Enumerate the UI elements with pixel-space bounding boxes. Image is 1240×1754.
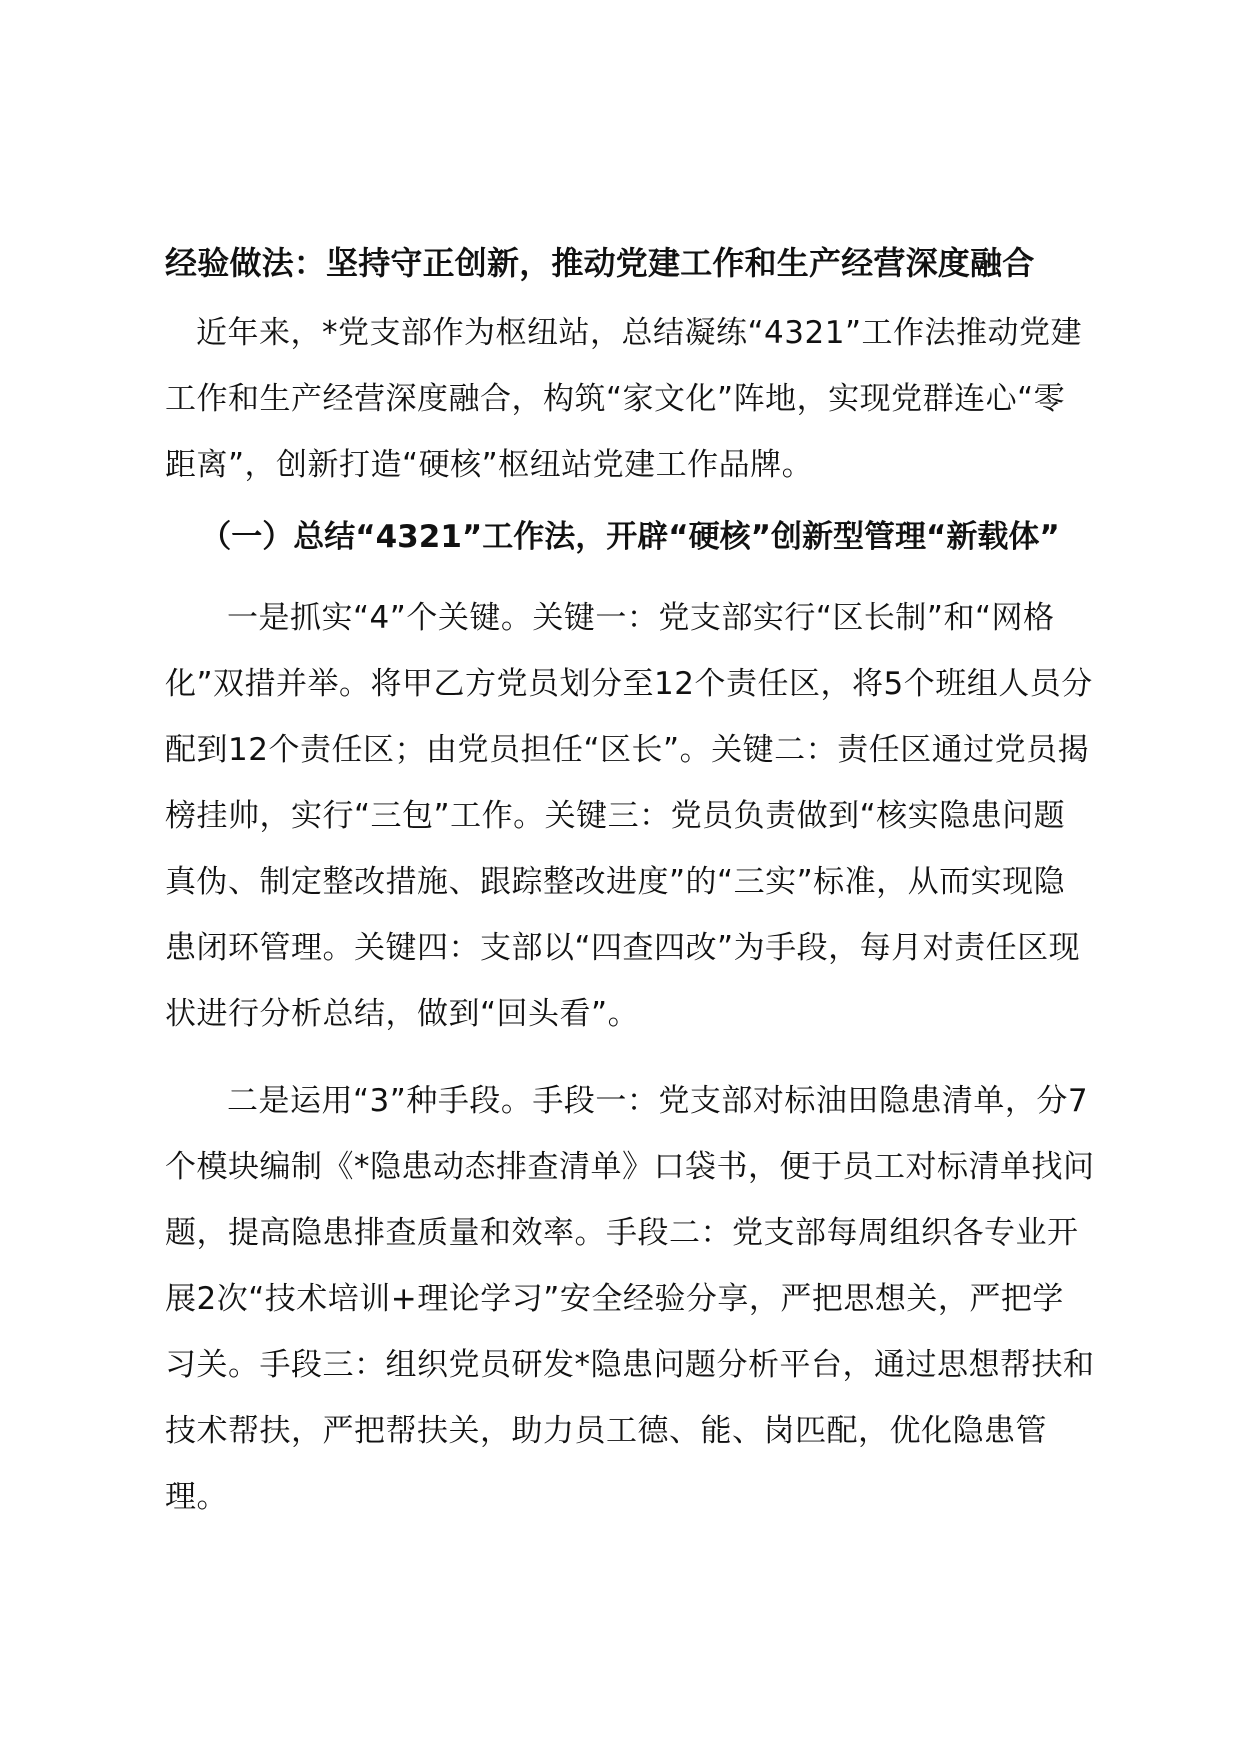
body-paragraph-1: 一是抓实“4”个关键。关键一：党支部实行“区长制”和“网格化”双措并举。将甲乙方党员划分至12个责任区，将5个班组人员分配到12个责任区；由党员担任“区长”。关键二：责任区通过党员揭榜挂帅，实行“三包”工作。关键三：党员负责做到“核实隐患问题真伪、制定整改措施、跟踪整改进度”的“三实”标准，从而实现隐患闭环管理。关键四：支部以“四查四改”为手段，每月对责任区现状进行分析总结，做到“回头看”。: [165, 600, 1093, 1032]
document-title: 经验做法：坚持守正创新，推动党建工作和生产经营深度融合: [165, 244, 1035, 282]
intro-paragraph: 近年来，*党支部作为枢纽站，总结凝练“4321”工作法推动党建工作和生产经营深度融合，构筑“家文化”阵地，实现党群连心“零距离”，创新打造“硬核”枢纽站党建工作品牌。: [165, 315, 1083, 483]
section-heading: （一）总结“4321”工作法，开辟“硬核”创新型管理“新载体”: [200, 519, 1060, 555]
body-paragraph-2: 二是运用“3”种手段。手段一：党支部对标油田隐患清单，分7个模块编制《*隐患动态排查清单》口袋书，便于员工对标清单找问题，提高隐患排查质量和效率。手段二：党支部每周组织各专业开展2次“技术培训+理论学习”安全经验分享，严把思想关，严把学习关。手段三：组织党员研发*隐患问题分析平台，通过思想帮扶和技术帮扶，严把帮扶关，助力员工德、能、岗匹配，优化隐患管理。: [165, 1083, 1095, 1515]
